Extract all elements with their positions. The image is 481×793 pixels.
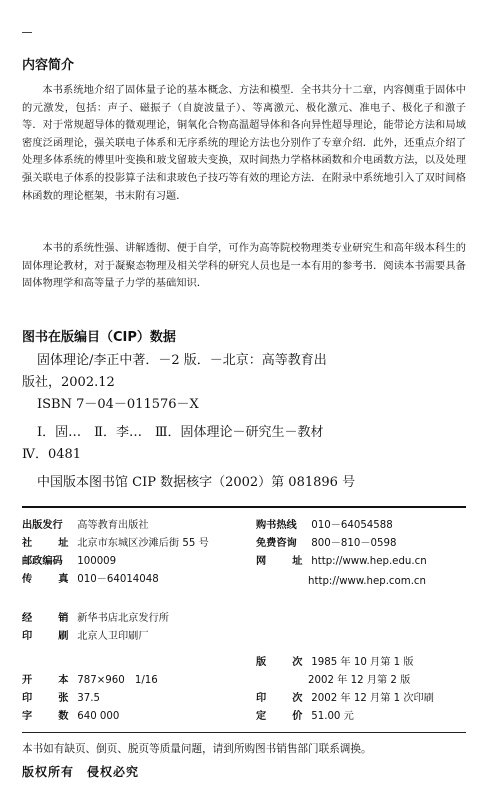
- format-value: 787×960 1/16: [77, 675, 158, 686]
- fax-row: [22, 571, 159, 588]
- intro-title: 内容简介: [22, 58, 75, 73]
- printing-value: 2002 年 12 月第 1 次印刷: [311, 693, 434, 704]
- fax-label: 传 真: [22, 574, 69, 585]
- edition-label: 版 次: [256, 657, 303, 668]
- printer-label: 印 刷: [22, 631, 69, 642]
- intro-paragraph-1: 本书系统地介绍了固体量子论的基本概念、方法和模型．全书共分十二章，内容侧重于固体中的元激发，包括：声子、磁振子（自旋波量子）、等离激元、极化激元、准电子、极化子和激子等．对于常规超导体的微观理论，铜氧化合物高温超导体和各向异性超导理论，能带论方法和局域密度泛函理论，强关联电子体系和无序系统的理论方法也分别作了专章介绍．此外，还重点介绍了处理多体系统的傅里叶变换和玻戈留玻夫变换，双时间热力学格林函数和介电函数方法，以及处理强关联电子体系的投影算子法和隶玻色子技巧等有效的理论方法．在附录中系统地引入了双时间格林函数的理论框架，书末附有习题．: [22, 85, 466, 202]
- divider-bottom: [22, 732, 466, 733]
- printer-row: [22, 628, 149, 645]
- website-row: [256, 553, 427, 570]
- cip-line-1: 固体理论/李正中著．－2 版．－北京：高等教育出: [37, 353, 327, 368]
- format-row: [22, 672, 158, 689]
- distributor-label: 经 销: [22, 613, 69, 624]
- price-row: [256, 708, 354, 725]
- printing-row: [256, 690, 434, 707]
- cip-line-5: Ⅳ．0481: [22, 447, 82, 462]
- sheets-label: 印 张: [22, 693, 69, 704]
- words-row: [22, 708, 119, 725]
- sheets-row: [22, 690, 100, 707]
- hotline-value: 010－64054588: [311, 520, 393, 531]
- copyright-notice: 版权所有 侵权必究: [22, 765, 140, 779]
- intro-paragraph-2: 本书的系统性强、讲解透彻、便于自学，可作为高等院校物理类专业研究生和高年级本科生的固体理论教材，对于凝聚态物理及相关学科的研究人员也是一本有用的参考书．阅读本书需要具备固体物理学和高等量子力学的基础知识．: [22, 243, 466, 290]
- quality-notice: 本书如有缺页、倒页、脱页等质量问题，请到所购图书销售部门联系调换。: [22, 743, 372, 755]
- postcode-row: [22, 553, 116, 570]
- publisher-label: 出版发行: [22, 520, 63, 531]
- address-row: [22, 535, 209, 552]
- divider-top: [22, 506, 466, 508]
- hotline-row: [256, 517, 393, 534]
- website-row-2: [308, 573, 426, 590]
- fax-value: 010－64014048: [77, 574, 159, 585]
- website-label: 网 址: [256, 556, 303, 567]
- publisher-row: [22, 517, 149, 534]
- consult-row: [256, 535, 396, 552]
- website-value-1[interactable]: http://www.hep.edu.cn: [311, 556, 427, 567]
- cip-line-2: 版社，2002.12: [22, 375, 115, 390]
- cip-title: 图书在版编目（CIP）数据: [22, 330, 176, 345]
- cip-line-4: Ⅰ．固… Ⅱ．李… Ⅲ．固体理论－研究生－教材: [37, 425, 324, 440]
- cip-line-6: 中国版本图书馆 CIP 数据核字（2002）第 081896 号: [37, 475, 356, 490]
- distributor-row: [22, 610, 169, 627]
- edition-value-1: 1985 年 10 月第 1 版: [311, 657, 414, 668]
- top-mark: [22, 32, 32, 33]
- consult-value: 800－810－0598: [311, 538, 397, 549]
- edition-value-2: 2002 年 12 月第 2 版: [308, 675, 411, 686]
- sheets-value: 37.5: [77, 693, 100, 704]
- cip-line-3: ISBN 7－04－011576－X: [37, 397, 199, 412]
- format-label: 开 本: [22, 675, 69, 686]
- edition-row: [256, 654, 414, 671]
- publisher-value: 高等教育出版社: [77, 520, 149, 531]
- postcode-value: 100009: [77, 556, 117, 567]
- price-label: 定 价: [256, 711, 303, 722]
- consult-label: 免费咨询: [256, 538, 297, 549]
- price-value: 51.00 元: [311, 711, 354, 722]
- edition-row-2: [308, 672, 410, 689]
- hotline-label: 购书热线: [256, 520, 297, 531]
- address-value: 北京市东城区沙滩后街 55 号: [77, 538, 209, 549]
- words-value: 640 000: [77, 711, 120, 722]
- website-value-2[interactable]: http://www.hep.com.cn: [308, 576, 426, 587]
- postcode-label: 邮政编码: [22, 556, 63, 567]
- printing-label: 印 次: [256, 693, 303, 704]
- address-label: 社 址: [22, 538, 69, 549]
- words-label: 字 数: [22, 711, 69, 722]
- distributor-value: 新华书店北京发行所: [77, 613, 169, 624]
- printer-value: 北京人卫印刷厂: [77, 631, 149, 642]
